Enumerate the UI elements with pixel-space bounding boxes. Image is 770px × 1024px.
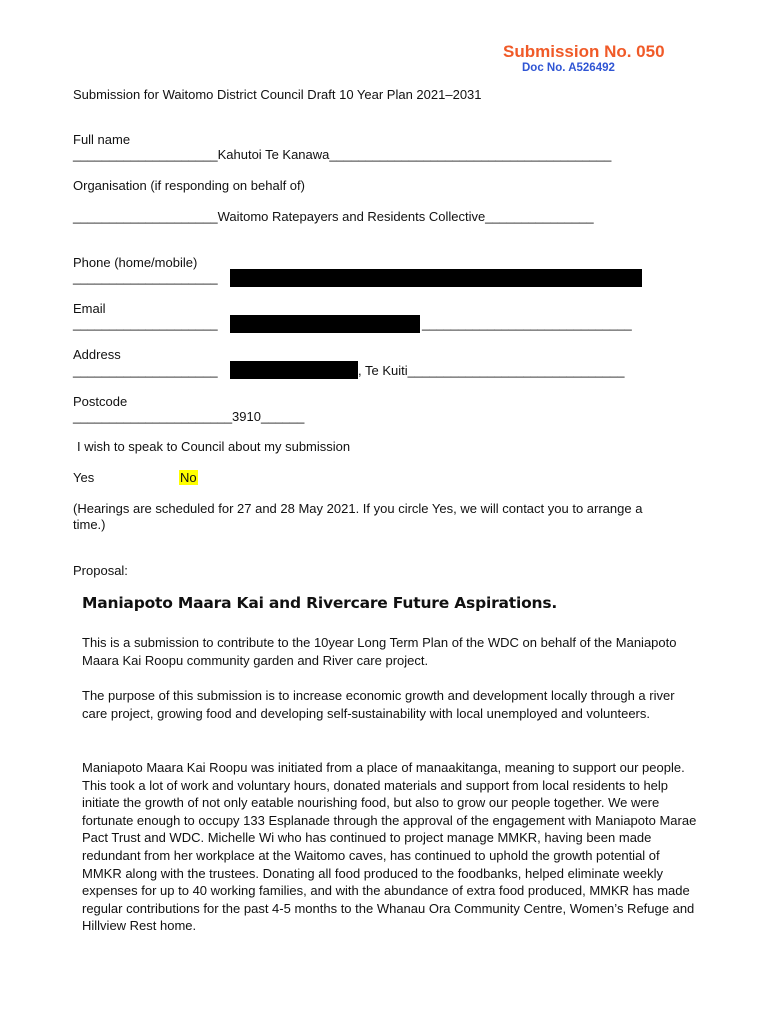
proposal-label: Proposal:: [73, 563, 128, 578]
hearings-note-line1: (Hearings are scheduled for 27 and 28 May 2021. If you circle Yes, we will contact you to arrange a: [73, 501, 643, 516]
no-option-highlighted: No: [180, 470, 197, 485]
phone-field-prefix: ____________________: [73, 270, 218, 285]
email-field-suffix: _____________________________: [422, 316, 632, 331]
submission-number: Submission No. 050: [503, 42, 665, 61]
organisation-field: ____________________Waitomo Ratepayers and Residents Collective_______________: [73, 209, 594, 224]
phone-label: Phone (home/mobile): [73, 255, 198, 270]
proposal-title: Maniapoto Maara Kai and Rivercare Future Aspirations.: [82, 594, 558, 612]
email-label: Email: [73, 301, 106, 316]
proposal-paragraph-2: The purpose of this submission is to increase economic growth and development locally through a river care project, growing food and developing self-sustainability with local unemployed and volunteers.: [82, 688, 675, 721]
email-redaction: [230, 315, 420, 333]
full-name-field: ____________________Kahutoi Te Kanawa_______________________________________: [73, 147, 612, 162]
address-field-suffix: , Te Kuiti______________________________: [358, 363, 625, 378]
hearings-note-line2: time.): [73, 517, 106, 532]
phone-redaction: [230, 269, 642, 287]
full-name-label: Full name: [73, 132, 131, 147]
email-field-prefix: ____________________: [73, 316, 218, 331]
proposal-paragraph-3: Maniapoto Maara Kai Roopu was initiated from a place of manaakitanga, meaning to support our people. This took a lot of work and voluntary hours, donated materials and support from local residents to help initiate the growth of not only eatable nourishing food, but also to grow our people together. We were fortunate enough to occupy 133 Esplanade through the approval of the engagement with Maniapoto Marae Pact Trust and WDC. Michelle Wi who has continued to project manage MMKR, having been made redundant from her workplace at the Waitomo caves, has continued to uphold the growth potential of MMKR along with the trustees. Donating all food produced to the foodbanks, helped eliminate weekly expenses for up to 40 working families, and with the abundance of extra food produced, MMKR has made regular contributions for the past 4-5 months to the Whanau Ora Community Centre, Women’s Refuge and Hillview Rest home.: [82, 760, 697, 934]
address-label: Address: [73, 347, 121, 362]
postcode-label: Postcode: [73, 394, 128, 409]
organisation-label: Organisation (if responding on behalf of): [73, 178, 305, 193]
address-redaction: [230, 361, 358, 379]
speak-question: I wish to speak to Council about my submission: [77, 439, 351, 454]
yes-option: Yes: [73, 470, 95, 485]
form-title: Submission for Waitomo District Council Draft 10 Year Plan 2021–2031: [73, 87, 482, 102]
document-number: Doc No. A526492: [522, 62, 615, 74]
proposal-paragraph-1: This is a submission to contribute to the 10year Long Term Plan of the WDC on behalf of the Maniapoto Maara Kai Roopu community garden and River care project.: [82, 635, 677, 668]
address-field-prefix: ____________________: [73, 363, 218, 378]
postcode-field: ______________________3910______: [73, 409, 305, 424]
